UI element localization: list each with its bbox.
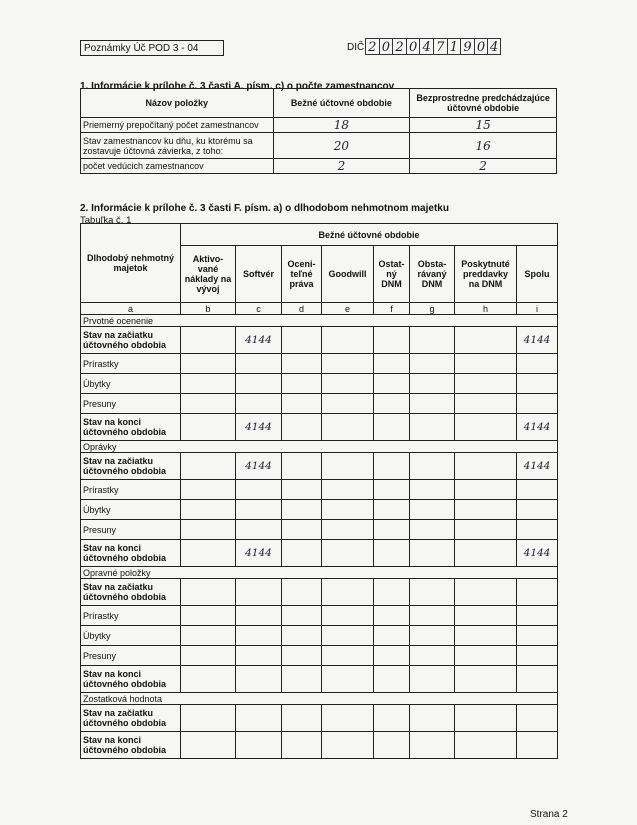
group-header: Opravné položky (81, 567, 558, 579)
table-row (81, 327, 558, 354)
row-label: Stav na začiatku účtovného obdobia (81, 579, 181, 606)
current-value: 2 (273, 159, 410, 174)
dic-digit: 2 (365, 38, 379, 55)
col-header: Softvér (236, 246, 282, 303)
col-header: Spolu (517, 246, 558, 303)
group-header: Oprávky (81, 441, 558, 453)
cell-value: 4144 (517, 453, 558, 480)
row-label: počet vedúcich zamestnancov (81, 159, 274, 174)
table-row (81, 453, 558, 480)
row-label: Stav zamestnancov ku dňu, ku ktorému sa zostavuje účtovná závierka, z toho: (81, 133, 274, 159)
table-row (81, 414, 558, 441)
col-letter: i (517, 303, 558, 315)
row-header: Dlhodobý nehmotný majetok (81, 224, 181, 303)
col-letter: d (282, 303, 322, 315)
col-letter: c (236, 303, 282, 315)
table-row (81, 540, 558, 567)
dic-digit: 9 (460, 38, 474, 55)
table-row (81, 705, 558, 732)
table-row (81, 626, 558, 646)
table-row (81, 374, 558, 394)
row-label: Stav na začiatku účtovného obdobia (81, 453, 181, 480)
col-letter: a (81, 303, 181, 315)
dic-digit: 2 (392, 38, 406, 55)
table-row (81, 354, 558, 374)
table-row (81, 666, 558, 693)
form-identifier: Poznámky Úč POD 3 - 04 (80, 40, 224, 56)
table-row (81, 159, 557, 174)
row-label: Presuny (81, 394, 181, 414)
row-label: Stav na konci účtovného obdobia (81, 540, 181, 567)
cell-value: 4144 (236, 414, 282, 441)
dic-digit: 0 (474, 38, 488, 55)
row-label: Úbytky (81, 626, 181, 646)
cell-value: 4144 (517, 414, 558, 441)
table-row (81, 133, 557, 159)
table-row (81, 480, 558, 500)
table-row (81, 118, 557, 133)
col-letter: f (374, 303, 410, 315)
table-number: Tabuľka č. 1 (80, 215, 132, 226)
previous-value: 16 (410, 133, 557, 159)
col-header-current: Bežné účtovné obdobie (273, 89, 410, 118)
col-header: Aktivo-vané náklady na vývoj (181, 246, 236, 303)
row-label: Presuny (81, 520, 181, 540)
row-label: Stav na začiatku účtovného obdobia (81, 705, 181, 732)
row-label: Prírastky (81, 606, 181, 626)
dic-digit: 4 (419, 38, 433, 55)
dic-digit: 0 (406, 38, 420, 55)
group-header: Zostatková hodnota (81, 693, 558, 705)
row-label: Prírastky (81, 480, 181, 500)
col-header-previous: Bezprostredne predchádzajúce účtovné obdobie (410, 89, 557, 118)
row-label: Presuny (81, 646, 181, 666)
dic-label: DIČ (347, 42, 365, 53)
row-label: Stav na konci účtovného obdobia (81, 666, 181, 693)
col-header: Goodwill (322, 246, 374, 303)
cell-value: 4144 (517, 540, 558, 567)
intangible-assets-table (80, 223, 558, 759)
dic-digit: 1 (447, 38, 461, 55)
row-label: Stav na začiatku účtovného obdobia (81, 327, 181, 354)
col-header: Poskytnuté preddavky na DNM (455, 246, 517, 303)
row-label: Priemerný prepočítaný počet zamestnancov (81, 118, 274, 133)
dic-digit: 7 (433, 38, 447, 55)
dic-field (365, 38, 501, 55)
section1-title: 1. Informácie k prílohe č. 3 časti A. písm. c) o počte zamestnancov (80, 81, 395, 92)
row-label: Úbytky (81, 374, 181, 394)
col-letter: b (181, 303, 236, 315)
table-row (81, 500, 558, 520)
col-letter: e (322, 303, 374, 315)
cell-value: 4144 (236, 540, 282, 567)
employees-table (80, 88, 557, 174)
table-row (81, 646, 558, 666)
cell-value: 4144 (236, 327, 282, 354)
col-letter: h (455, 303, 517, 315)
group-header: Prvotné ocenenie (81, 315, 558, 327)
table-row (81, 732, 558, 759)
section2-title: 2. Informácie k prílohe č. 3 časti F. písm. a) o dlhodobom nehmotnom majetku (80, 203, 449, 214)
cell-value: 4144 (517, 327, 558, 354)
row-label: Prírastky (81, 354, 181, 374)
dic-digit: 4 (487, 38, 501, 55)
table-row (81, 579, 558, 606)
row-label: Stav na konci účtovného obdobia (81, 732, 181, 759)
cell-value: 4144 (236, 453, 282, 480)
table-row (81, 606, 558, 626)
page-number: Strana 2 (530, 809, 568, 820)
row-label: Stav na konci účtovného obdobia (81, 414, 181, 441)
col-header: Oceni-teľné práva (282, 246, 322, 303)
col-header: Obsta-rávaný DNM (410, 246, 455, 303)
col-letter: g (410, 303, 455, 315)
period-header: Bežné účtovné obdobie (181, 224, 558, 246)
dic-digit: 0 (379, 38, 393, 55)
previous-value: 15 (410, 118, 557, 133)
table-row (81, 394, 558, 414)
row-label: Úbytky (81, 500, 181, 520)
col-header-item: Názov položky (81, 89, 274, 118)
previous-value: 2 (410, 159, 557, 174)
current-value: 20 (273, 133, 410, 159)
col-header: Ostat-ný DNM (374, 246, 410, 303)
current-value: 18 (273, 118, 410, 133)
table-row (81, 520, 558, 540)
